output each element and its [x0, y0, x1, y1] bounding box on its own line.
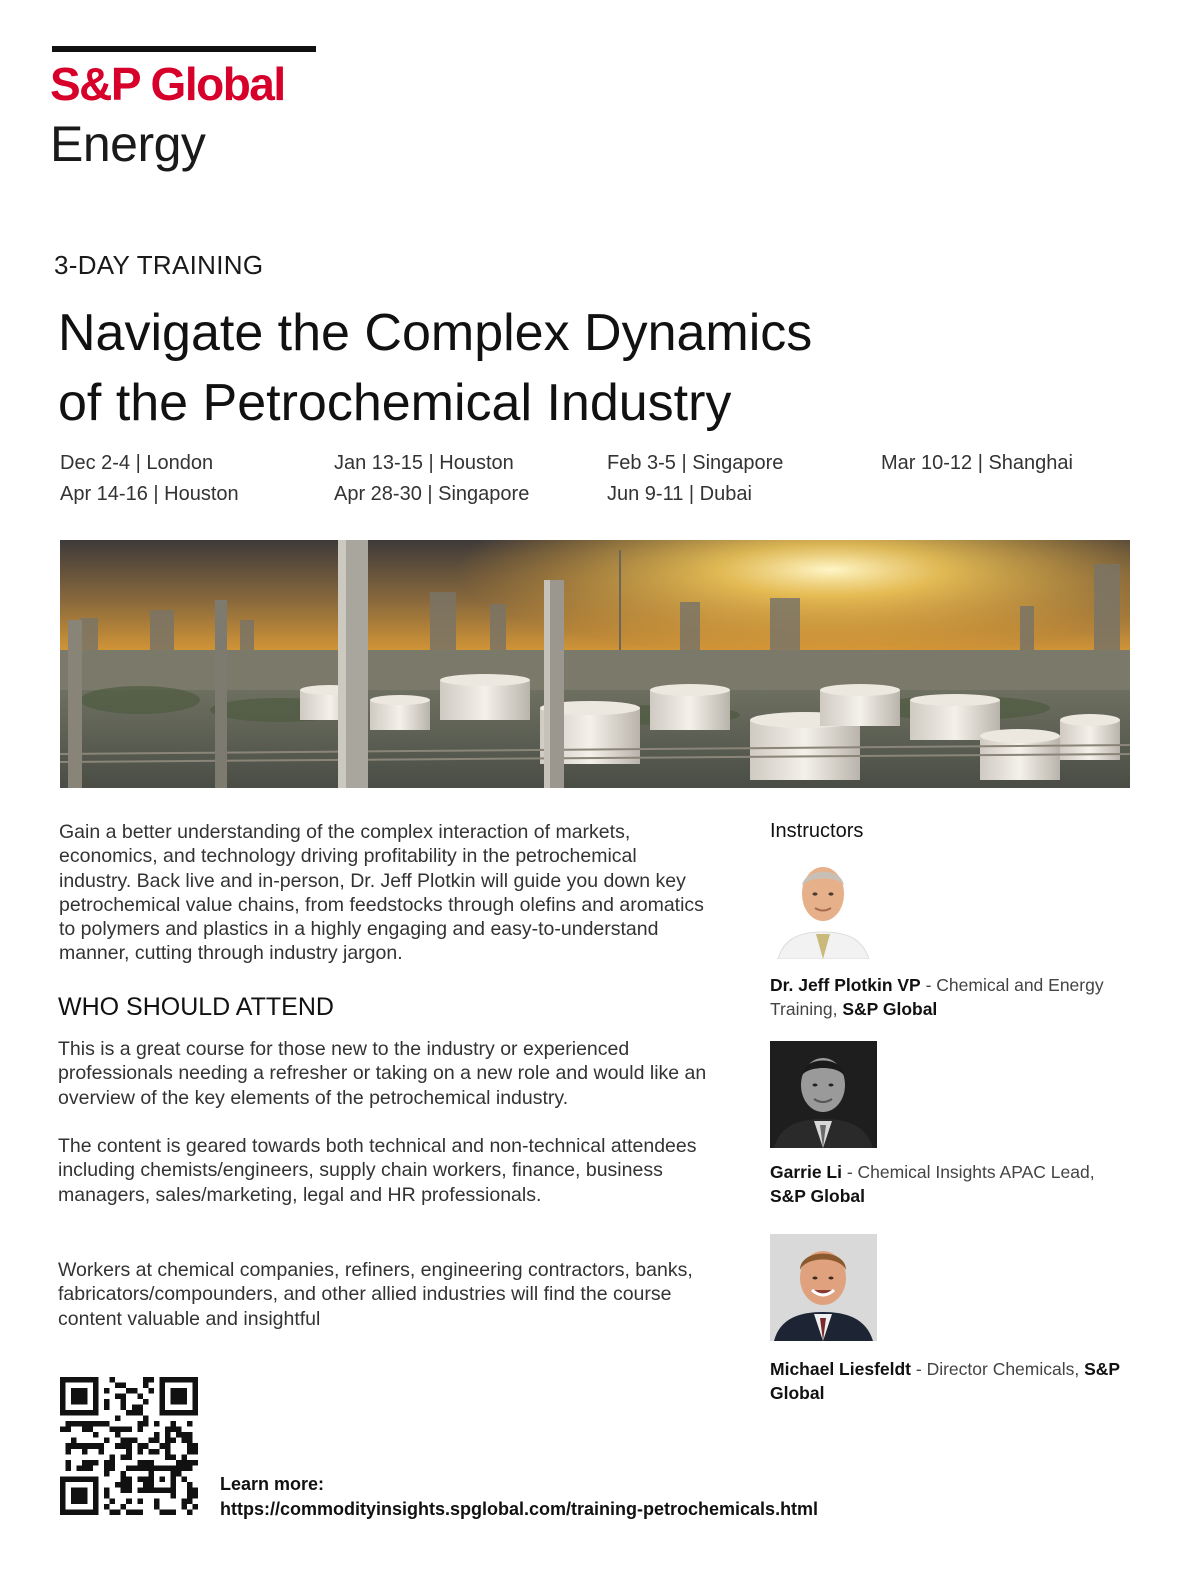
instructor-bio — [770, 1160, 1120, 1208]
instructor-photo — [770, 852, 877, 959]
page-title — [58, 298, 1058, 438]
instructor-name: Dr. Jeff Plotkin VP — [770, 975, 921, 995]
qr-code[interactable] — [60, 1377, 198, 1515]
schedule-date: Mar 10-12 | Shanghai — [881, 452, 1073, 474]
instructor-org: S&P Global — [842, 999, 938, 1019]
instructor-name: Michael Liesfeldt — [770, 1359, 912, 1379]
schedule-date: Apr 14-16 | Houston — [60, 483, 239, 505]
instructor-bio — [770, 1357, 1120, 1405]
instructor-org: S&P Global — [770, 1359, 1120, 1403]
intro-paragraph: Gain a better understanding of the complex interaction of markets, economics, and technology driving profitability in the petrochemical industry. Back live and in-person, Dr. Jeff Plotkin will guide you down key petrochemical value chains, from feedstocks through olefins and aromatics to polymers and plastics in a highly engaging and easy-to-understand manner, cutting through industry jargon. — [59, 821, 704, 965]
instructor-role: - Director Chemicals, — [911, 1359, 1085, 1379]
learn-more-link[interactable]: https://commodityinsights.spglobal.com/training-petrochemicals.html — [220, 1499, 819, 1519]
instructor-photo — [770, 1041, 877, 1148]
instructor-photo — [770, 1234, 877, 1341]
schedule-date: Feb 3-5 | Singapore — [607, 452, 784, 474]
schedule-date: Dec 2-4 | London — [60, 452, 214, 474]
logo-rule — [52, 46, 316, 52]
attend-paragraph: Workers at chemical companies, refiners, engineering contractors, banks, fabricators/compounders, and other allied industries will find the course content valuable and insightful — [58, 1259, 693, 1330]
attend-paragraph: This is a great course for those new to the industry or experienced professionals needing a refresher or taking on a new role and would like an overview of the key elements of the petrochemical industry. — [58, 1038, 707, 1109]
who-should-attend-heading: WHO SHOULD ATTEND — [58, 993, 334, 1021]
learn-more — [220, 1472, 818, 1522]
schedule-date: Jan 13-15 | Houston — [334, 452, 514, 474]
title-line-2: of the Petrochemical Industry — [58, 374, 732, 432]
schedule-date: Jun 9-11 | Dubai — [607, 483, 752, 505]
instructor-bio — [770, 973, 1120, 1021]
instructors-heading: Instructors — [770, 820, 864, 842]
instructor-role: - Chemical and Energy Training, — [770, 975, 1104, 1019]
instructor-role: - Chemical Insights APAC Lead, — [841, 1162, 1095, 1182]
logo-unit: Energy — [50, 116, 206, 172]
instructor-name: Garrie Li — [770, 1162, 842, 1182]
logo-brand: S&P Global — [50, 58, 285, 110]
learn-more-label: Learn more: — [220, 1474, 325, 1494]
hero-image — [60, 540, 1130, 788]
kicker: 3-DAY TRAINING — [54, 250, 264, 280]
schedule-date: Apr 28-30 | Singapore — [334, 483, 530, 505]
instructor-org: S&P Global — [770, 1186, 865, 1206]
title-line-1: Navigate the Complex Dynamics — [58, 304, 813, 362]
attend-paragraph: The content is geared towards both technical and non-technical attendees including chemists/engineers, supply chain workers, finance, business managers, sales/marketing, legal and HR professionals. — [58, 1135, 697, 1206]
